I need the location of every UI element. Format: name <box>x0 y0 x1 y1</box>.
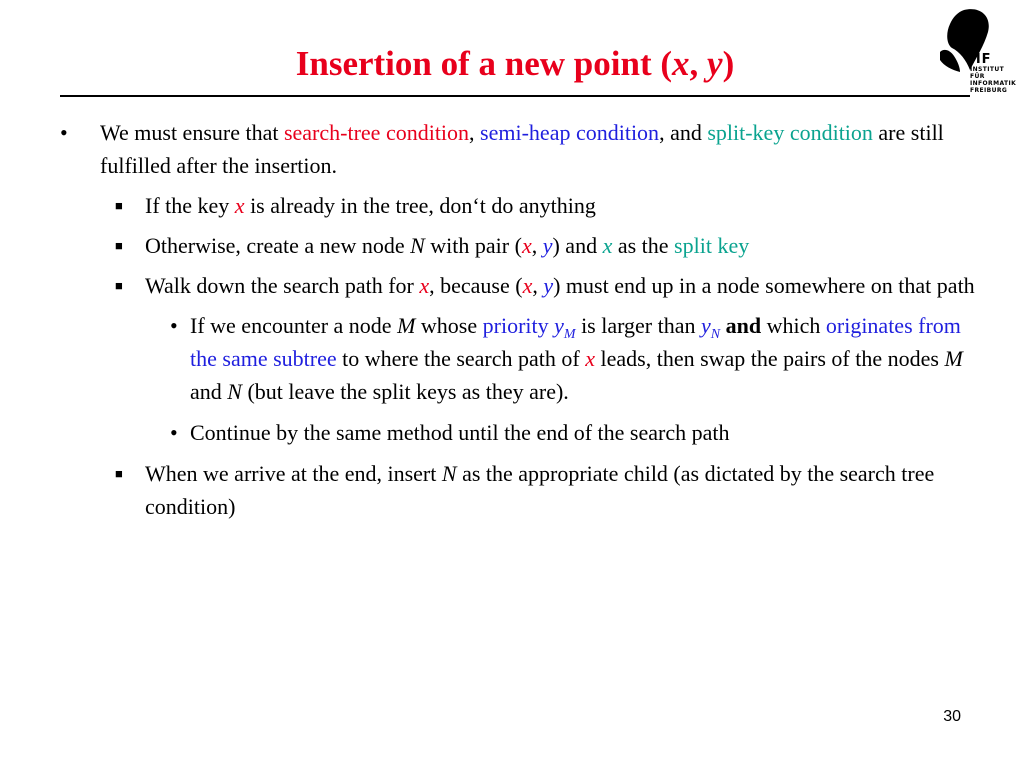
var-M: M <box>397 313 416 338</box>
bullet-item-2 <box>58 189 978 222</box>
var-x: x <box>585 346 595 371</box>
text: , and <box>659 120 708 145</box>
text: is larger than <box>575 313 702 338</box>
bullet-dot-icon: • <box>170 420 178 445</box>
bullet-square-icon: ■ <box>115 198 123 213</box>
var-yM: y <box>554 313 564 338</box>
var-yN: y <box>701 313 711 338</box>
bullet-item-5 <box>58 309 978 408</box>
text: and <box>190 379 228 404</box>
term-semi-heap-condition: semi-heap condition <box>480 120 660 145</box>
bullet-item-7 <box>58 457 978 523</box>
bullet-item-4 <box>58 269 978 302</box>
text: ) and <box>552 233 603 258</box>
text: , because ( <box>429 273 523 298</box>
slide-body <box>58 116 978 530</box>
var-x: x <box>521 233 532 258</box>
text: ) must end up in a node somewhere on that path <box>553 273 975 298</box>
var-M: M <box>944 346 963 371</box>
bullet-dot-icon: • <box>60 120 68 145</box>
bullet-dot-icon: • <box>170 313 178 338</box>
title-var-y: y <box>707 44 723 83</box>
text: If we encounter a node <box>190 313 398 338</box>
text: Walk down the search path for <box>145 273 420 298</box>
var-y: y <box>543 273 554 298</box>
sub-N: N <box>710 327 721 342</box>
text: with pair ( <box>424 233 522 258</box>
text: , <box>532 273 544 298</box>
text: , <box>531 233 543 258</box>
var-y: y <box>542 233 553 258</box>
text: to where the search path of <box>336 346 586 371</box>
text: as the appropriate child (as dictated by the search tree condition) <box>145 461 935 519</box>
term-priority: priority <box>482 313 549 338</box>
text: We must ensure that <box>100 120 284 145</box>
var-x: x <box>602 233 613 258</box>
text: , <box>469 120 481 145</box>
bullet-item-6 <box>58 416 978 449</box>
text: as the <box>612 233 675 258</box>
bullet-square-icon: ■ <box>115 466 123 481</box>
var-x: x <box>419 273 430 298</box>
page-number: 30 <box>943 708 961 725</box>
logo-text <box>970 53 1020 94</box>
logo-line-2: INFORMATIK <box>970 80 1017 87</box>
logo-line-3: FREIBURG <box>970 87 1008 94</box>
text: If the key <box>145 193 235 218</box>
text: are still fulfilled after the insertion. <box>100 120 944 178</box>
var-N: N <box>410 233 425 258</box>
term-split-key: split key <box>674 233 750 258</box>
bullet-square-icon: ■ <box>115 278 123 293</box>
logo-line-1: INSTITUT FÜR <box>970 66 1005 80</box>
var-N: N <box>227 379 242 404</box>
text: Continue by the same method until the end of the search path <box>190 420 730 445</box>
term-split-key-condition: split-key condition <box>707 120 873 145</box>
bullet-item-1 <box>58 116 978 182</box>
text: When we arrive at the end, insert <box>145 461 442 486</box>
text: (but leave the split keys as they are). <box>241 379 569 404</box>
bullet-square-icon: ■ <box>115 238 123 253</box>
term-search-tree-condition: search-tree condition <box>283 120 470 145</box>
text: is already in the tree, don‘t do anything <box>244 193 596 218</box>
title-divider <box>60 95 970 97</box>
var-x: x <box>522 273 533 298</box>
bullet-item-3 <box>58 229 978 262</box>
text: which <box>761 313 826 338</box>
term-same-subtree: originates from the same subtree <box>190 313 961 371</box>
title-sep: , <box>689 44 708 83</box>
title-close: ) <box>722 44 735 83</box>
logo-mark: IIF <box>970 52 992 67</box>
var-N: N <box>441 461 457 486</box>
title-text: Insertion of a new point ( <box>295 44 673 83</box>
title-var-x: x <box>672 44 690 83</box>
text: whose <box>415 313 483 338</box>
text: Otherwise, create a new node <box>145 233 411 258</box>
sub-M: M <box>563 327 576 342</box>
bold-and: and <box>725 313 762 338</box>
var-x: x <box>234 193 245 218</box>
slide-title <box>60 40 970 88</box>
text: leads, then swap the pairs of the nodes <box>595 346 945 371</box>
